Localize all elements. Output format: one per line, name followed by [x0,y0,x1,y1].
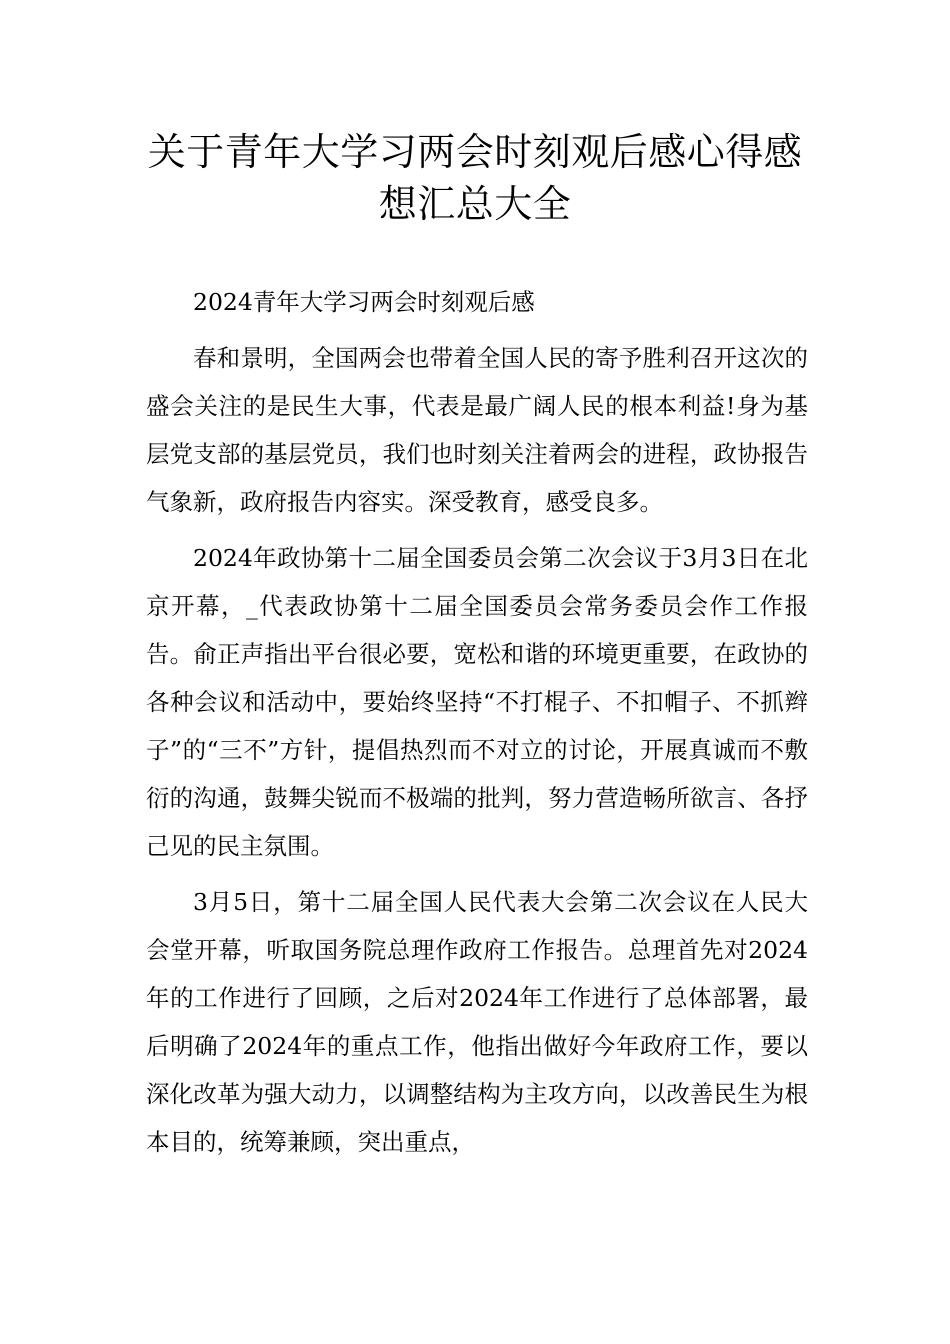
document-title [100,126,850,230]
document-body [146,278,808,1174]
title-line-2: 想汇总大全 [378,182,572,226]
section-heading: 2024青年大学习两会时刻观后感 [193,288,535,316]
paragraph-3: 3月5日，第十二届全国人民代表大会第二次会议在人民大会堂开幕，听取国务院总理作政府工作报告。总理首先对2024年的工作进行了回顾，之后对2024年工作进行了总体部署，最后明确了2024年的重点工作，他指出做好今年政府工作，要以深化改革为强大动力，以调整结构为主攻方向，以改善民生为根本目的，统筹兼顾，突出重点， [146,888,808,1156]
paragraph-2: 2024年政协第十二届全国委员会第二次会议于3月3日在北京开幕，_代表政协第十二届全国委员会常务委员会作工作报告。俞正声指出平台很必要，宽松和谐的环境更重要，在政协的各种会议和活动中，要始终坚持“不打棍子、不扣帽子、不抓辫子”的“三不”方针，提倡热烈而不对立的讨论，开展真诚而不敷衍的沟通，鼓舞尖锐而不极端的批判，努力营造畅所欲言、各抒己见的民主氛围。 [146,544,808,860]
paragraph-1: 春和景明，全国两会也带着全国人民的寄予胜利召开这次的盛会关注的是民生大事，代表是最广阔人民的根本利益!身为基层党支部的基层党员，我们也时刻关注着两会的进程，政协报告气象新，政府报告内容实。深受教育，感受良多。 [146,344,808,516]
title-line-1: 关于青年大学习两会时刻观后感心得感 [147,130,803,174]
